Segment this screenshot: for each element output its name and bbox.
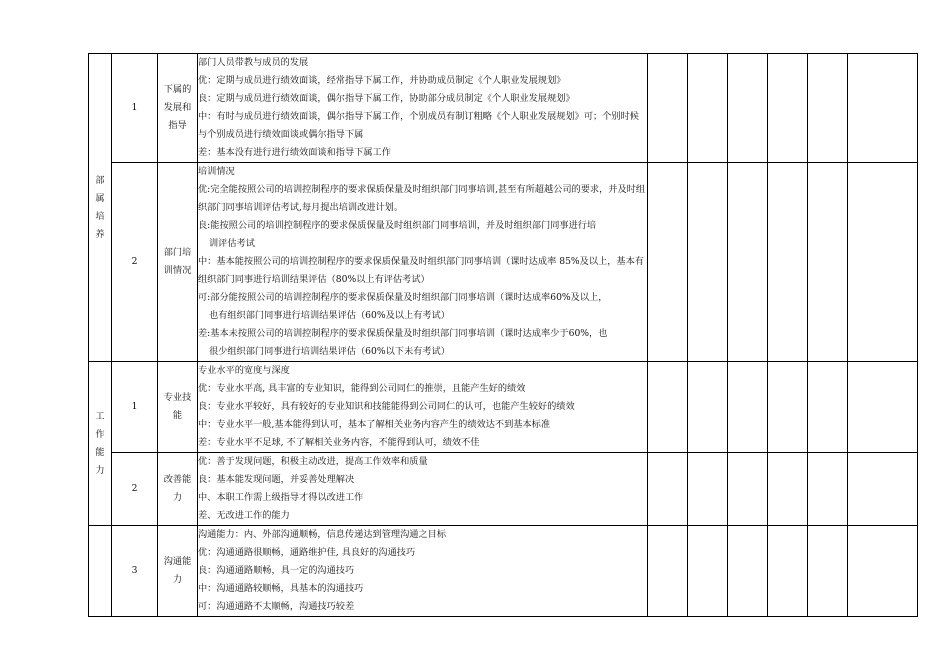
score-cell[interactable] (688, 362, 728, 453)
criteria-line: 优：专业水平高, 具丰富的专业知识，能得到公司同仁的推崇，且能产生好的绩效 (198, 383, 526, 394)
table-row (89, 526, 918, 617)
score-cell[interactable] (848, 453, 918, 526)
criteria-title: 沟通能力：内、外部沟通顺畅，信息传递达到管理沟通之目标 (198, 529, 447, 540)
score-cell[interactable] (808, 453, 848, 526)
item-name-text: 沟通能力 (163, 556, 192, 585)
table-row (89, 453, 918, 526)
criteria-line: 训评估考试 (209, 238, 255, 249)
score-cell[interactable] (688, 453, 728, 526)
score-cell[interactable] (648, 526, 688, 617)
item-name (158, 526, 198, 617)
criteria-line: 优：定期与成员进行绩效面谈，经常指导下属工作，并协助成员制定《个人职业发展规划》 (198, 75, 566, 86)
item-number: 1 (112, 54, 158, 163)
criteria-line: 中：沟通通路较顺畅，具基本的沟通技巧 (198, 583, 364, 594)
score-cell[interactable] (768, 163, 808, 362)
score-cell[interactable] (688, 54, 728, 163)
item-name-text: 专业技能 (163, 392, 192, 421)
score-cell[interactable] (728, 54, 768, 163)
score-cell[interactable] (768, 54, 808, 163)
score-cell[interactable] (808, 362, 848, 453)
item-name-text: 部门培训情况 (163, 247, 192, 276)
score-cell[interactable] (728, 453, 768, 526)
score-cell[interactable] (728, 362, 768, 453)
criteria-line: 也有组织部门同事进行培训结果评估（60%及以上有考试） (209, 310, 450, 321)
criteria-line: 优：善于发现问题，积极主动改进，提高工作效率和质量 (198, 456, 428, 467)
score-cell[interactable] (808, 54, 848, 163)
section-label-text: 部属培养 (95, 174, 105, 240)
criteria-line: 优:完全能按照公司的培训控制程序的要求保质保量及时组织部门同事培训,甚至有所超越公司的要求，并及时组织部门同事培训评估考试,每月提出培训改进计划。 (198, 184, 646, 213)
score-cell[interactable] (808, 163, 848, 362)
item-number: 1 (112, 362, 158, 453)
score-cell[interactable] (848, 526, 918, 617)
section-label-empty (89, 526, 112, 617)
criteria-line: 很少组织部门同事进行培训结果评估（60%以下未有考试） (209, 346, 450, 357)
criteria-cell (198, 362, 648, 453)
score-cell[interactable] (688, 163, 728, 362)
score-cell[interactable] (648, 54, 688, 163)
criteria-line: 良：基本能发现问题，并妥善处理解决 (198, 474, 355, 485)
criteria-line: 良：定期与成员进行绩效面谈，偶尔指导下属工作，协助部分成员制定《个人职业发展规划》 (198, 93, 575, 104)
criteria-cell (198, 453, 648, 526)
table-row (89, 362, 918, 453)
section-label-work-ability (89, 362, 112, 526)
criteria-line: 差：专业水平不足球, 不了解相关业务内容，不能得到认可，绩效不佳 (198, 437, 480, 448)
score-cell[interactable] (688, 526, 728, 617)
item-name (158, 362, 198, 453)
criteria-line: 优：沟通通路很顺畅，通路维护佳, 具良好的沟通技巧 (198, 547, 416, 558)
criteria-line: 可：沟通通路不太顺畅，沟通技巧较差 (198, 601, 355, 612)
criteria-line: 差、无改进工作的能力 (198, 510, 290, 521)
criteria-cell (198, 163, 648, 362)
item-number: 3 (112, 526, 158, 617)
score-cell[interactable] (728, 163, 768, 362)
score-cell[interactable] (848, 163, 918, 362)
section-label-dept-training (89, 54, 112, 362)
criteria-title: 部门人员带教与成员的发展 (198, 57, 309, 68)
score-cell[interactable] (768, 453, 808, 526)
criteria-line: 可:部分能按照公司的培训控制程序的要求保质保量及时组织部门同事培训（课时达成率60%及以上， (198, 292, 608, 303)
criteria-title: 专业水平的宽度与深度 (198, 365, 290, 376)
item-number: 2 (112, 163, 158, 362)
criteria-line: 中：基本能按照公司的培训控制程序的要求保质保量及时组织部门同事培训（课时达成率 85%及以上，基本有组织部门同事进行培训结果评估（80%以上有评估考试） (198, 256, 644, 285)
score-cell[interactable] (808, 526, 848, 617)
evaluation-table (88, 53, 918, 617)
score-cell[interactable] (648, 362, 688, 453)
table-row (89, 163, 918, 362)
criteria-line: 差:基本未按照公司的培训控制程序的要求保质保量及时组织部门同事培训（课时达成率少于60%，也 (198, 328, 608, 339)
item-name (158, 163, 198, 362)
section-label-text: 工作能力 (95, 410, 105, 476)
score-cell[interactable] (768, 526, 808, 617)
score-cell[interactable] (848, 362, 918, 453)
criteria-line: 差：基本没有进行进行绩效面谈和指导下属工作 (198, 147, 391, 158)
criteria-line: 中、本职工作需上级指导才得以改进工作 (198, 492, 364, 503)
score-cell[interactable] (848, 54, 918, 163)
criteria-cell (198, 54, 648, 163)
item-name-text: 改善能力 (163, 474, 192, 503)
criteria-title: 培训情况 (198, 166, 235, 177)
criteria-line: 良：沟通通路顺畅，具一定的沟通技巧 (198, 565, 355, 576)
criteria-line: 良:能按照公司的培训控制程序的要求保质保量及时组织部门同事培训，并及时组织部门同事进行培 (198, 220, 597, 231)
item-number: 2 (112, 453, 158, 526)
score-cell[interactable] (728, 526, 768, 617)
item-name-text: 下属的发展和指导 (163, 84, 192, 131)
score-cell[interactable] (648, 453, 688, 526)
criteria-line: 中：有时与成员进行绩效面谈，偶尔指导下属工作，个别成员有制订粗略《个人职业发展规划》可；个别时候与个别成员进行绩效面谈或偶尔指导下属 (198, 111, 639, 140)
score-cell[interactable] (648, 163, 688, 362)
criteria-cell (198, 526, 648, 617)
item-name (158, 453, 198, 526)
table-row (89, 54, 918, 163)
item-name (158, 54, 198, 163)
criteria-line: 中：专业水平一般,基本能得到认可，基本了解相关业务内容产生的绩效达不到基本标准 (198, 419, 551, 430)
criteria-line: 良：专业水平较好，具有较好的专业知识和技能能得到公司同仁的认可，也能产生较好的绩效 (198, 401, 575, 412)
score-cell[interactable] (768, 362, 808, 453)
